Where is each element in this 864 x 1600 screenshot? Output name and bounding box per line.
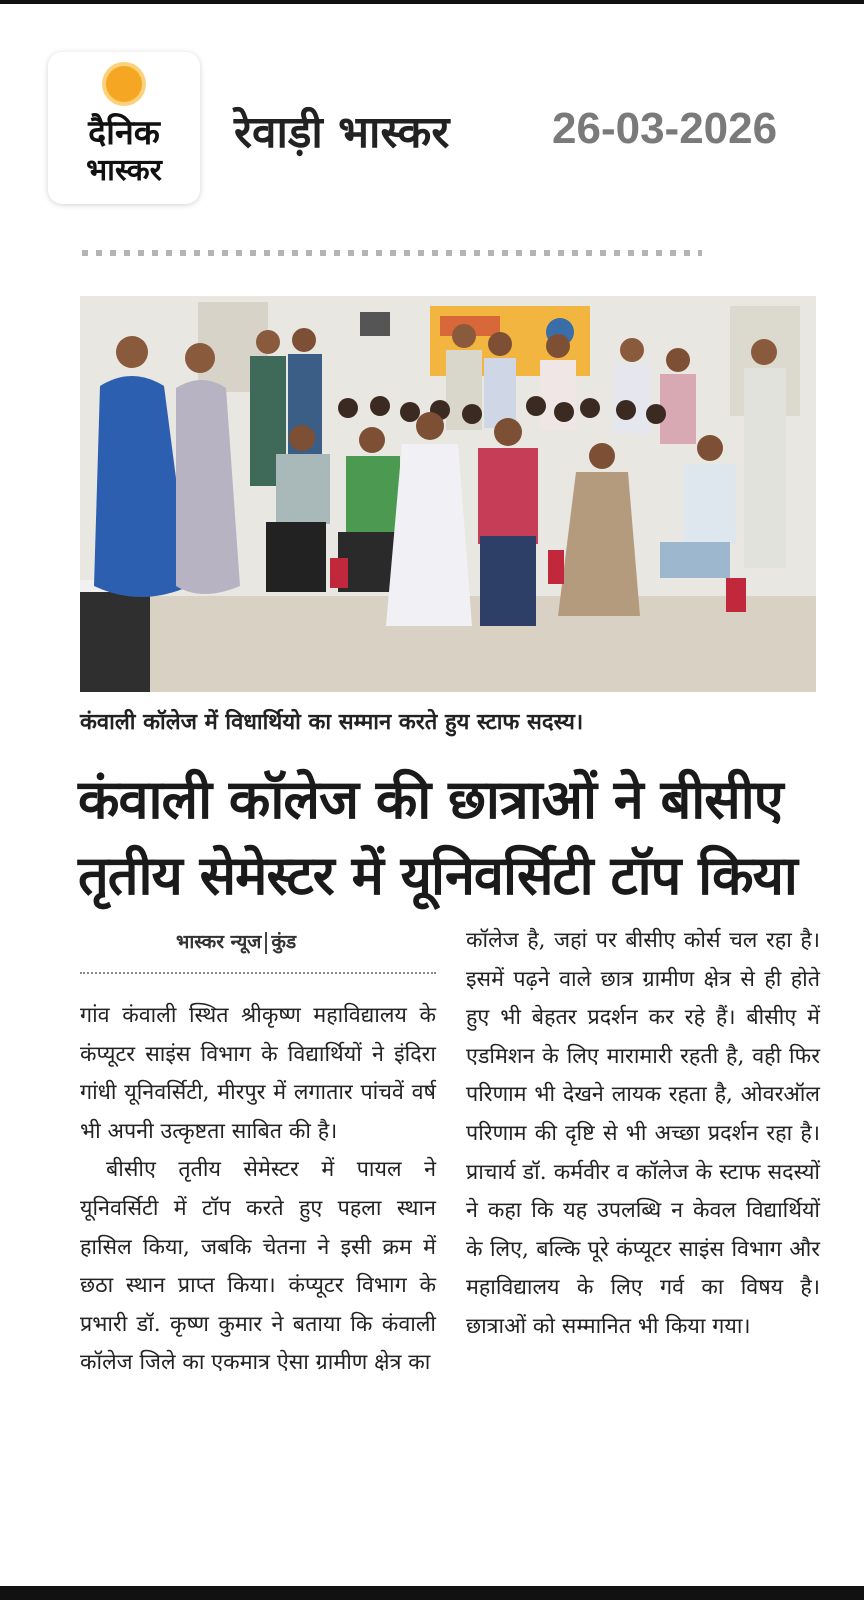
byline-place: कुंड: [271, 931, 297, 953]
byline: [176, 928, 296, 954]
clipped-text-remnant: [82, 250, 702, 256]
byline-divider: [80, 972, 436, 974]
article-paragraph-3: कॉलेज है, जहां पर बीसीए कोर्स चल रहा है। इसमें पढ़ने वाले छात्र ग्रामीण क्षेत्र से ही होते हुए भी बेहतर प्रदर्शन कर रहे हैं। बीसीए में एडमिशन के लिए मारामारी रहती है, वही फिर परिणाम भी देखने लायक रहता है, ओवरऑल परिणाम की दृष्टि से भी अच्छा प्रदर्शन रहा है। प्राचार्य डॉ. कर्मवीर व कॉलेज के स्टाफ सदस्यों ने कहा कि यह उपलब्धि न केवल विद्यार्थियों के लिए, बल्कि पूरे कंप्यूटर साइंस विभाग और महाविद्यालय के लिए गर्व का विषय है। छात्राओं को सम्मानित भी किया गया।: [466, 928, 820, 1339]
article-column-right: [466, 922, 820, 1347]
article-column-left: [80, 997, 436, 1383]
headline-line-1: कंवाली कॉलेज की छात्राओं ने बीसीए: [78, 768, 783, 831]
logo-text-line1: दैनिक: [88, 113, 160, 153]
headline-line-2: तृतीय सेमेस्टर में यूनिवर्सिटी टॉप किया: [78, 844, 797, 907]
news-photo: [80, 296, 816, 692]
logo-text-line2: भास्कर: [86, 153, 162, 188]
article-paragraph-1: गांव कंवाली स्थित श्रीकृष्ण महाविद्यालय के कंप्यूटर साइंस विभाग के विद्यार्थियों ने इंदिरा गांधी यूनिवर्सिटी, मीरपुर में लगातार पांचवें वर्ष भी अपनी उत्कृष्टता साबित की है।: [80, 1003, 436, 1144]
byline-agency: भास्कर न्यूज: [176, 931, 262, 953]
screen-bottom-border: [0, 1586, 864, 1600]
edition-title: रेवाड़ी भास्कर: [234, 107, 450, 158]
article-paragraph-2: बीसीए तृतीय सेमेस्टर में पायल ने यूनिवर्सिटी में टॉप करते हुए पहला स्थान हासिल किया, जबकि चेतना ने इसी क्रम में छठा स्थान प्राप्त किया। कंप्यूटर विभाग के प्रभारी डॉ. कृष्ण कुमार ने बताया कि कंवाली कॉलेज जिले का एकमात्र ऐसा ग्रामीण क्षेत्र का: [80, 1157, 436, 1376]
edition-date: 26-03-2026: [552, 104, 778, 153]
photo-caption: कंवाली कॉलेज में विधार्थियो का सम्मान करते हुय स्टाफ सदस्य।: [80, 710, 584, 735]
article-headline: [78, 762, 828, 914]
sun-icon: [106, 66, 142, 102]
dainik-bhaskar-logo: [48, 52, 200, 204]
screen-top-border: [0, 0, 864, 4]
byline-separator: [265, 932, 267, 954]
